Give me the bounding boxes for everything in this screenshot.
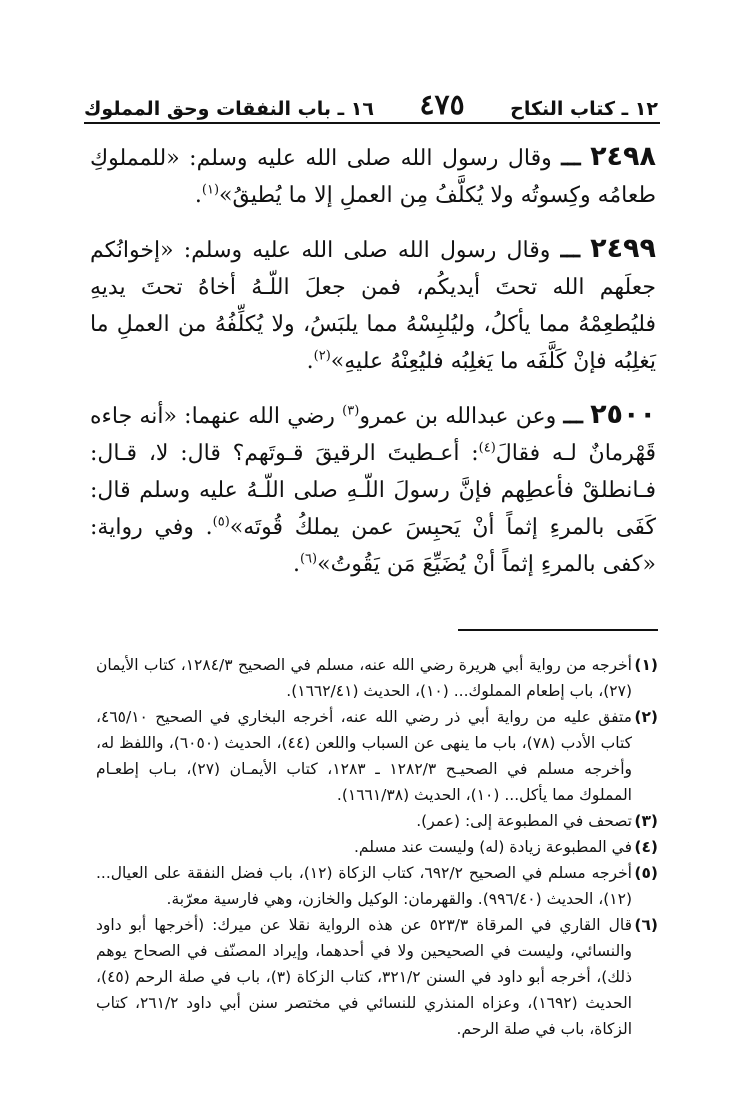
header-section: ١٦ ـ باب النفقات وحق المملوك [84,98,374,120]
footnote-number: (٢) [634,708,658,726]
footnote-text: قال القاري في المرقاة ٥٢٣/٣ عن هذه الرواية نقلا عن ميرك: (أخرجها أبو داود والنسائي، وليست في الصحيحين ولا في أحدهما، وإيراد المصنّف في الصحاح يوهم ذلك)، أخرجه أبو داود في السنن ٣٢١/٢، كتاب الزكاة (٣)، باب في صلة الرحم (٤٥)، الحديث (١٦٩٢)، وعزاه المنذري للنسائي في مختصر سنن أبي داود ٢٦١/٢، كتاب الزكاة، باب في صلة الرحم. [96,916,632,1038]
header-chapter: ١٢ ـ كتاب النكاح [510,98,658,120]
main-text [90,138,656,599]
hadith-2499 [90,230,656,380]
footnotes [96,652,658,1042]
hadith-number: ٢٥٠٠ [590,399,656,430]
hadith-text: : أعـطيتَ الرقيقَ قـوتَهم؟ قال: لا، قـال: فـانطلقْ فأعطِهم فإنَّ رسولَ اللّـهِ صلى اللّـهُ عليه وسلم قال: كَفَى بالمرءِ إثماً أنْ يَحبِسَ عمن يملكُ قُوتَه» [90,441,656,540]
footnote-number: (٥) [634,864,658,882]
hadith-end: . [194,183,202,208]
footnote-3 [96,808,658,834]
page-number: ٤٧٥ [419,88,465,121]
footnote-text: أخرجه مسلم في الصحيح ٦٩٢/٢، كتاب الزكاة (١٢)، باب فضل النفقة على العيال... (١٢)، الحديث (٩٩٦/٤٠). والقهرمان: الوكيل والخازن، وهي فارسية معرّبة. [96,864,632,908]
running-header [84,84,658,120]
hadith-text: . وفي رواية: «كفى بالمرءِ إثماً أنْ يُضَيِّعَ مَن يَقُوتُ» [90,515,656,577]
hadith-number: ٢٤٩٨ [590,141,656,172]
footnote-number: (٤) [634,838,658,856]
footnote-ref[interactable]: (٦) [299,551,318,567]
footnote-divider [458,629,658,631]
footnote-ref[interactable]: (١) [201,182,220,198]
hadith-number: ٢٤٩٩ [590,233,657,264]
hadith-text: رضي الله عنهما: «أنه جاءه قَهْرمانٌ لـه فقالَ [90,404,656,466]
footnote-4 [96,834,658,860]
footnote-5 [96,860,658,912]
hadith-end: . [306,349,314,374]
footnote-6 [96,912,658,1042]
hadith-dash: ـــ [563,403,583,429]
footnote-number: (٦) [634,916,658,934]
footnote-1 [96,652,658,704]
footnote-text: متفق عليه من رواية أبي ذر رضي الله عنه، أخرجه البخاري في الصحيح ٤٦٥/١٠، كتاب الأدب (٧٨)، باب ما ينهى عن السباب واللعن (٤٤)، الحديث (٦٠٥٠)، واللفظ له، وأخرجه مسلم في الصحيـح ١٢٨٢/٣ ـ ١٢٨٣، كتاب الأيمـان (٢٧)، بـاب إطعـام المملوك مما يأكل... (١٠)، الحديث (١٦٦١/٣٨). [96,708,633,804]
footnote-ref[interactable]: (٥) [212,514,230,530]
hadith-text: وقال رسول الله صلى الله عليه وسلم: «للمملوكِ طعامُه وكِسوتُه ولا يُكلَّفُ مِن العملِ إلا ما يُطيقُ» [90,146,656,208]
header-divider [84,122,660,124]
footnote-ref[interactable]: (٣) [342,403,360,419]
footnote-text: تصحف في المطبوعة إلى: (عمر). [416,812,632,830]
footnote-text: أخرجه من رواية أبي هريرة رضي الله عنه، مسلم في الصحيح ١٢٨٤/٣، كتاب الأيمان (٢٧)، باب إطعام المملوك... (١٠)، الحديث (١٦٦٢/٤١). [96,656,632,700]
hadith-dash: ـــ [560,237,580,263]
hadith-text: وقال رسول الله صلى الله عليه وسلم: «إخوانُكم جعلَهم الله تحتَ أيديكُم، فمن جعلَ اللّـهُ أخاهُ تحتَ يديهِ فليُطعِمْهُ مما يأكلُ، وليُلبِسْهُ مما يلبَسُ، ولا يُكلِّفُهُ من العملِ ما يَغلِبُه فإنْ كَلَّفَه ما يَغلِبُه فليُعِنْهُ عليهِ» [90,238,656,374]
footnote-text: في المطبوعة زيادة (له) وليست عند مسلم. [353,838,632,856]
footnote-ref[interactable]: (٢) [313,348,331,364]
hadith-dash: ـــ [561,145,581,171]
hadith-text: وعن عبدالله بن عمرو [359,404,557,429]
hadith-end: . [292,552,300,577]
footnote-number: (٣) [634,812,658,830]
footnote-2 [96,704,658,808]
hadith-2500 [90,396,656,583]
footnote-number: (١) [634,656,658,674]
hadith-2498 [90,138,656,214]
footnote-ref[interactable]: (٤) [478,440,496,456]
